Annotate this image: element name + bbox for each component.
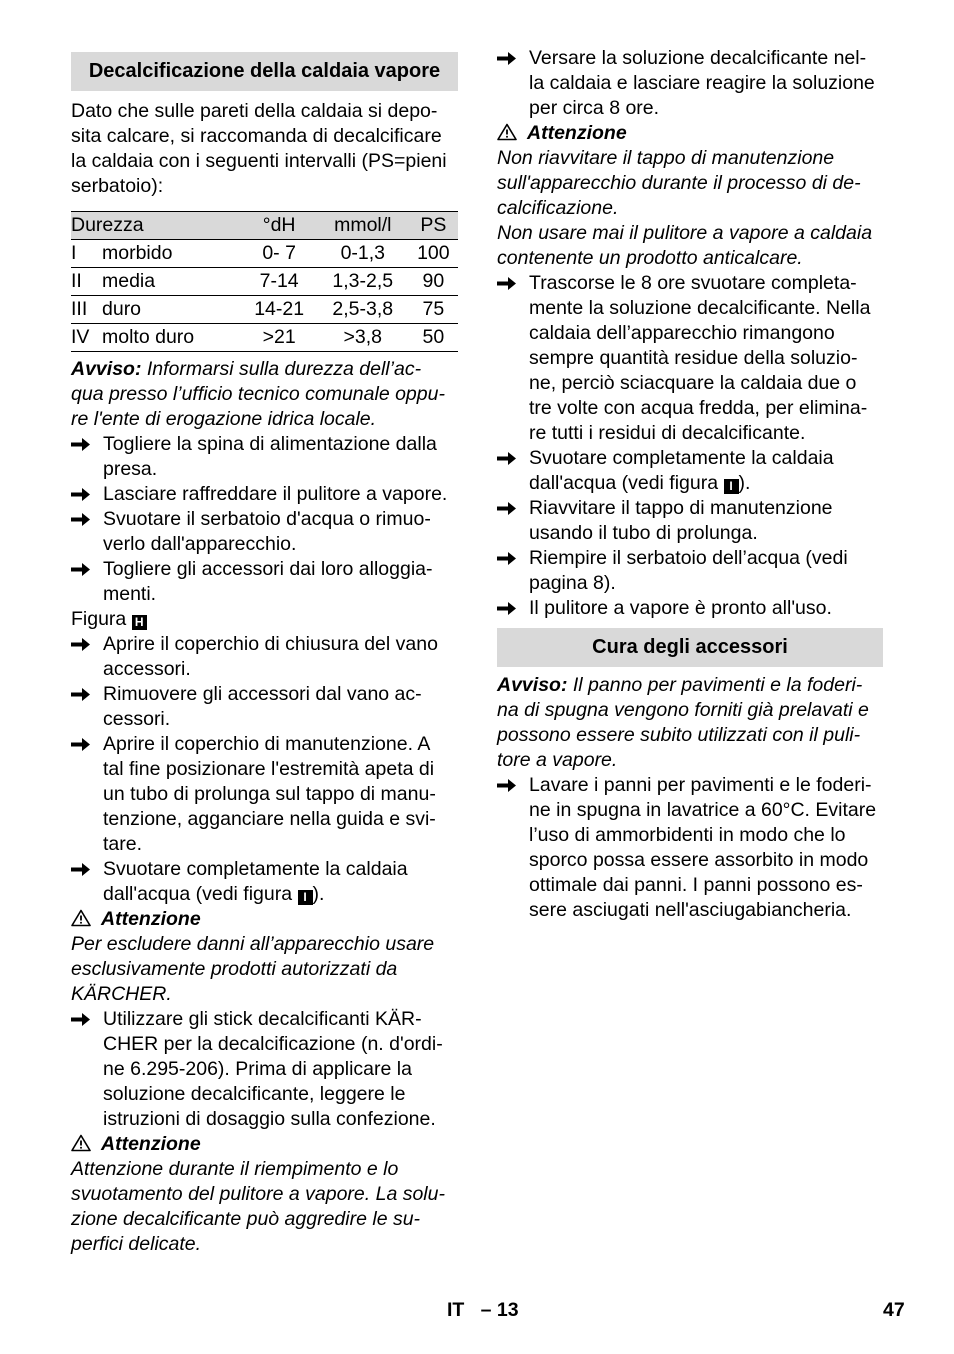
warning-text bbox=[71, 932, 458, 1007]
table-cell: III bbox=[71, 296, 102, 324]
table-row bbox=[71, 240, 458, 268]
text-line: Lavare i panni per pavimenti e le foderi- bbox=[529, 774, 872, 796]
figure-reference bbox=[71, 607, 458, 632]
text-line: verlo dall'apparecchio. bbox=[103, 533, 297, 555]
text-line: Svuotare completamente la caldaia bbox=[529, 447, 834, 469]
footer-language: IT bbox=[447, 1299, 465, 1321]
text-line: tare. bbox=[103, 833, 143, 855]
text-line: tre volte con acqua fredda, per elimina- bbox=[529, 397, 868, 419]
table-cell: 0- 7 bbox=[241, 240, 316, 268]
table-cell: 0-1,3 bbox=[317, 240, 409, 268]
text-line: Non usare mai il pulitore a vapore a caldaia bbox=[497, 222, 873, 244]
step-drain-boiler bbox=[497, 446, 883, 496]
arrow-right-icon bbox=[497, 773, 517, 798]
step-ready bbox=[497, 596, 883, 621]
figure-i-icon: I bbox=[724, 479, 739, 494]
text-line: soluzione decalcificante, leggere le bbox=[103, 1083, 406, 1105]
text-line: l’uso di ammorbidenti in modo che lo bbox=[529, 824, 846, 846]
text-line: Aprire il coperchio di chiusura del vano bbox=[103, 633, 438, 655]
step-after-8-hours bbox=[497, 271, 883, 446]
warning-label: Attenzione bbox=[101, 908, 201, 930]
header-mmol: mmol/l bbox=[317, 212, 409, 240]
text-line: ). bbox=[312, 883, 325, 905]
arrow-right-icon bbox=[71, 1007, 91, 1032]
text-line: ne, perciò sciacquare la caldaia due o bbox=[529, 372, 857, 394]
text-line: possono essere subito utilizzati con il puli- bbox=[497, 724, 861, 746]
intro-paragraph bbox=[71, 99, 458, 199]
text-line: Dato che sulle pareti della caldaia si depo- bbox=[71, 100, 438, 122]
arrow-right-icon bbox=[497, 446, 517, 471]
header-dh: °dH bbox=[241, 212, 316, 240]
text-line: Svuotare il serbatoio d'acqua o rimuo- bbox=[103, 508, 431, 530]
text-line: ottimale dai panni. I panni possono es- bbox=[529, 874, 863, 896]
text-line: Lasciare raffreddare il pulitore a vapore. bbox=[103, 483, 448, 505]
step-use-sticks bbox=[71, 1007, 458, 1132]
text-line: ). bbox=[738, 472, 751, 494]
text-line: usando il tubo di prolunga. bbox=[529, 522, 758, 544]
text-line: tenzione, agganciare nella guida e svi- bbox=[103, 808, 436, 830]
step-cool-down bbox=[71, 482, 458, 507]
text-line: sita calcare, si raccomanda di decalcificare bbox=[71, 125, 442, 147]
notice-water-hardness bbox=[71, 357, 458, 432]
text-line: re l'ente di erogazione idrica locale. bbox=[71, 408, 377, 430]
table-cell: 90 bbox=[409, 268, 458, 296]
figure-h-icon: H bbox=[132, 615, 147, 630]
text-line: tal fine posizionare l'estremità apeta di bbox=[103, 758, 435, 780]
text-line: un tubo di prolunga sul tappo di manu- bbox=[103, 783, 436, 805]
table-cell: duro bbox=[102, 296, 241, 324]
table-row bbox=[71, 296, 458, 324]
table-cell: IV bbox=[71, 324, 102, 352]
warning-triangle-icon bbox=[71, 909, 91, 927]
text-line: zione decalcificante può aggredire le su- bbox=[71, 1208, 421, 1230]
text-line: svuotamento del pulitore a vapore. La solu- bbox=[71, 1183, 445, 1205]
text-line: Svuotare completamente la caldaia bbox=[103, 858, 408, 880]
table-cell: I bbox=[71, 240, 102, 268]
text-line: cessori. bbox=[103, 708, 171, 730]
warning-triangle-icon bbox=[71, 1134, 91, 1152]
arrow-right-icon bbox=[497, 546, 517, 571]
text-line: Versare la soluzione decalcificante nel- bbox=[529, 47, 867, 69]
right-column bbox=[497, 46, 883, 923]
step-fill-tank bbox=[497, 546, 883, 596]
table-header-row bbox=[71, 212, 458, 240]
notice-label: Avviso: bbox=[497, 674, 568, 696]
warning-label: Attenzione bbox=[101, 1133, 201, 1155]
table-cell: 50 bbox=[409, 324, 458, 352]
text-line: Rimuovere gli accessori dal vano ac- bbox=[103, 683, 422, 705]
text-line: qua presso l’ufficio tecnico comunale oppu- bbox=[71, 383, 445, 405]
arrow-right-icon bbox=[71, 632, 91, 657]
arrow-right-icon bbox=[497, 596, 517, 621]
text-line: Utilizzare gli stick decalcificanti KÄR- bbox=[103, 1008, 422, 1030]
text-line: Riavvitare il tappo di manutenzione bbox=[529, 497, 833, 519]
arrow-right-icon bbox=[71, 682, 91, 707]
text-line: CHER per la decalcificazione (n. d'ordi- bbox=[103, 1033, 443, 1055]
text-line: KÄRCHER. bbox=[71, 983, 172, 1005]
text-line: per circa 8 ore. bbox=[529, 97, 660, 119]
table-cell: 75 bbox=[409, 296, 458, 324]
text-line: Informarsi sulla durezza dell’ac- bbox=[146, 358, 422, 380]
text-line: Togliere la spina di alimentazione dalla bbox=[103, 433, 437, 455]
left-column bbox=[71, 52, 458, 1257]
section-heading-decalcification: Decalcificazione della caldaia vapore bbox=[71, 52, 458, 91]
text-line: serbatoio): bbox=[71, 175, 164, 197]
text-line: re tutti i residui di decalcificante. bbox=[529, 422, 806, 444]
step-unplug bbox=[71, 432, 458, 482]
header-hardness: Durezza bbox=[71, 212, 241, 240]
footer-section-page bbox=[447, 1299, 519, 1322]
text-line: contenente un prodotto anticalcare. bbox=[497, 247, 803, 269]
text-line: Trascorse le 8 ore svuotare completa- bbox=[529, 272, 857, 294]
text-line: la caldaia con i seguenti intervalli (PS=pieni bbox=[71, 150, 447, 172]
hardness-table bbox=[71, 211, 458, 352]
text-line: Il pulitore a vapore è pronto all'uso. bbox=[529, 597, 832, 619]
table-cell: 14-21 bbox=[241, 296, 316, 324]
text-line: tore a vapore. bbox=[497, 749, 618, 771]
text-line: sporco possa essere assorbito in modo bbox=[529, 849, 869, 871]
step-wash-cloths bbox=[497, 773, 883, 923]
text-line: Aprire il coperchio di manutenzione. A bbox=[103, 733, 431, 755]
header-ps: PS bbox=[409, 212, 458, 240]
arrow-right-icon bbox=[71, 857, 91, 882]
text-line: ne in spugna in lavatrice a 60°C. Evitare bbox=[529, 799, 877, 821]
arrow-right-icon bbox=[71, 732, 91, 757]
text-line: na di spugna vengono forniti già prelavati e bbox=[497, 699, 869, 721]
warning-text bbox=[71, 1157, 458, 1257]
table-cell: morbido bbox=[102, 240, 241, 268]
table-cell: 7-14 bbox=[241, 268, 316, 296]
text-line: menti. bbox=[103, 583, 157, 605]
step-pour-solution bbox=[497, 46, 883, 121]
warning-label: Attenzione bbox=[527, 122, 627, 144]
notice-cloths bbox=[497, 673, 883, 773]
arrow-right-icon bbox=[71, 482, 91, 507]
arrow-right-icon bbox=[71, 507, 91, 532]
table-cell: 100 bbox=[409, 240, 458, 268]
text-line: accessori. bbox=[103, 658, 191, 680]
text-line: perfici delicate. bbox=[71, 1233, 202, 1255]
step-remove-from-compartment bbox=[71, 682, 458, 732]
figure-label: Figura bbox=[71, 608, 127, 630]
text-line: presa. bbox=[103, 458, 158, 480]
text-line: ne 6.295-206). Prima di applicare la bbox=[103, 1058, 412, 1080]
warning-text bbox=[497, 146, 883, 271]
text-line: Il panno per pavimenti e la foderi- bbox=[572, 674, 863, 696]
table-row bbox=[71, 268, 458, 296]
table-cell: 1,3-2,5 bbox=[317, 268, 409, 296]
warning-heading bbox=[71, 1132, 458, 1157]
text-line: caldaia dell’apparecchio rimangono bbox=[529, 322, 835, 344]
arrow-right-icon bbox=[71, 432, 91, 457]
text-line: sere asciugati nell'asciugabiancheria. bbox=[529, 899, 852, 921]
text-line: mente la soluzione decalcificante. Nella bbox=[529, 297, 871, 319]
text-line: dall'acqua (vedi figura bbox=[103, 883, 293, 905]
notice-label: Avviso: bbox=[71, 358, 142, 380]
section-heading-accessories: Cura degli accessori bbox=[497, 628, 883, 667]
arrow-right-icon bbox=[497, 271, 517, 296]
table-row bbox=[71, 324, 458, 352]
text-line: Riempire il serbatoio dell’acqua (vedi bbox=[529, 547, 848, 569]
text-line: sempre quantità residue della soluzio- bbox=[529, 347, 858, 369]
text-line: istruzioni di dosaggio sulla confezione. bbox=[103, 1108, 436, 1130]
table-cell: media bbox=[102, 268, 241, 296]
table-cell: molto duro bbox=[102, 324, 241, 352]
warning-triangle-icon bbox=[497, 123, 517, 141]
footer-page-number: 47 bbox=[883, 1299, 905, 1321]
table-cell: >3,8 bbox=[317, 324, 409, 352]
text-line: calcificazione. bbox=[497, 197, 619, 219]
step-empty-tank bbox=[71, 507, 458, 557]
text-line: Attenzione durante il riempimento e lo bbox=[71, 1158, 399, 1180]
arrow-right-icon bbox=[497, 46, 517, 71]
text-line: esclusivamente prodotti autorizzati da bbox=[71, 958, 398, 980]
step-drain-boiler bbox=[71, 857, 458, 907]
step-remove-accessories bbox=[71, 557, 458, 607]
footer-section-number: – 13 bbox=[480, 1299, 519, 1321]
text-line: Non riavvitare il tappo di manutenzione bbox=[497, 147, 835, 169]
arrow-right-icon bbox=[71, 557, 91, 582]
step-open-maintenance-cover bbox=[71, 732, 458, 857]
text-line: Per escludere danni all’apparecchio usare bbox=[71, 933, 435, 955]
arrow-right-icon bbox=[497, 496, 517, 521]
text-line: sull'apparecchio durante il processo di de- bbox=[497, 172, 861, 194]
warning-heading bbox=[497, 121, 883, 146]
text-line: pagina 8). bbox=[529, 572, 616, 594]
table-cell: >21 bbox=[241, 324, 316, 352]
step-screw-cap bbox=[497, 496, 883, 546]
table-cell: 2,5-3,8 bbox=[317, 296, 409, 324]
figure-i-icon: I bbox=[298, 890, 313, 905]
warning-heading bbox=[71, 907, 458, 932]
text-line: la caldaia e lasciare reagire la soluzione bbox=[529, 72, 875, 94]
step-open-cover bbox=[71, 632, 458, 682]
text-line: Togliere gli accessori dai loro alloggia- bbox=[103, 558, 433, 580]
text-line: dall'acqua (vedi figura bbox=[529, 472, 719, 494]
table-cell: II bbox=[71, 268, 102, 296]
